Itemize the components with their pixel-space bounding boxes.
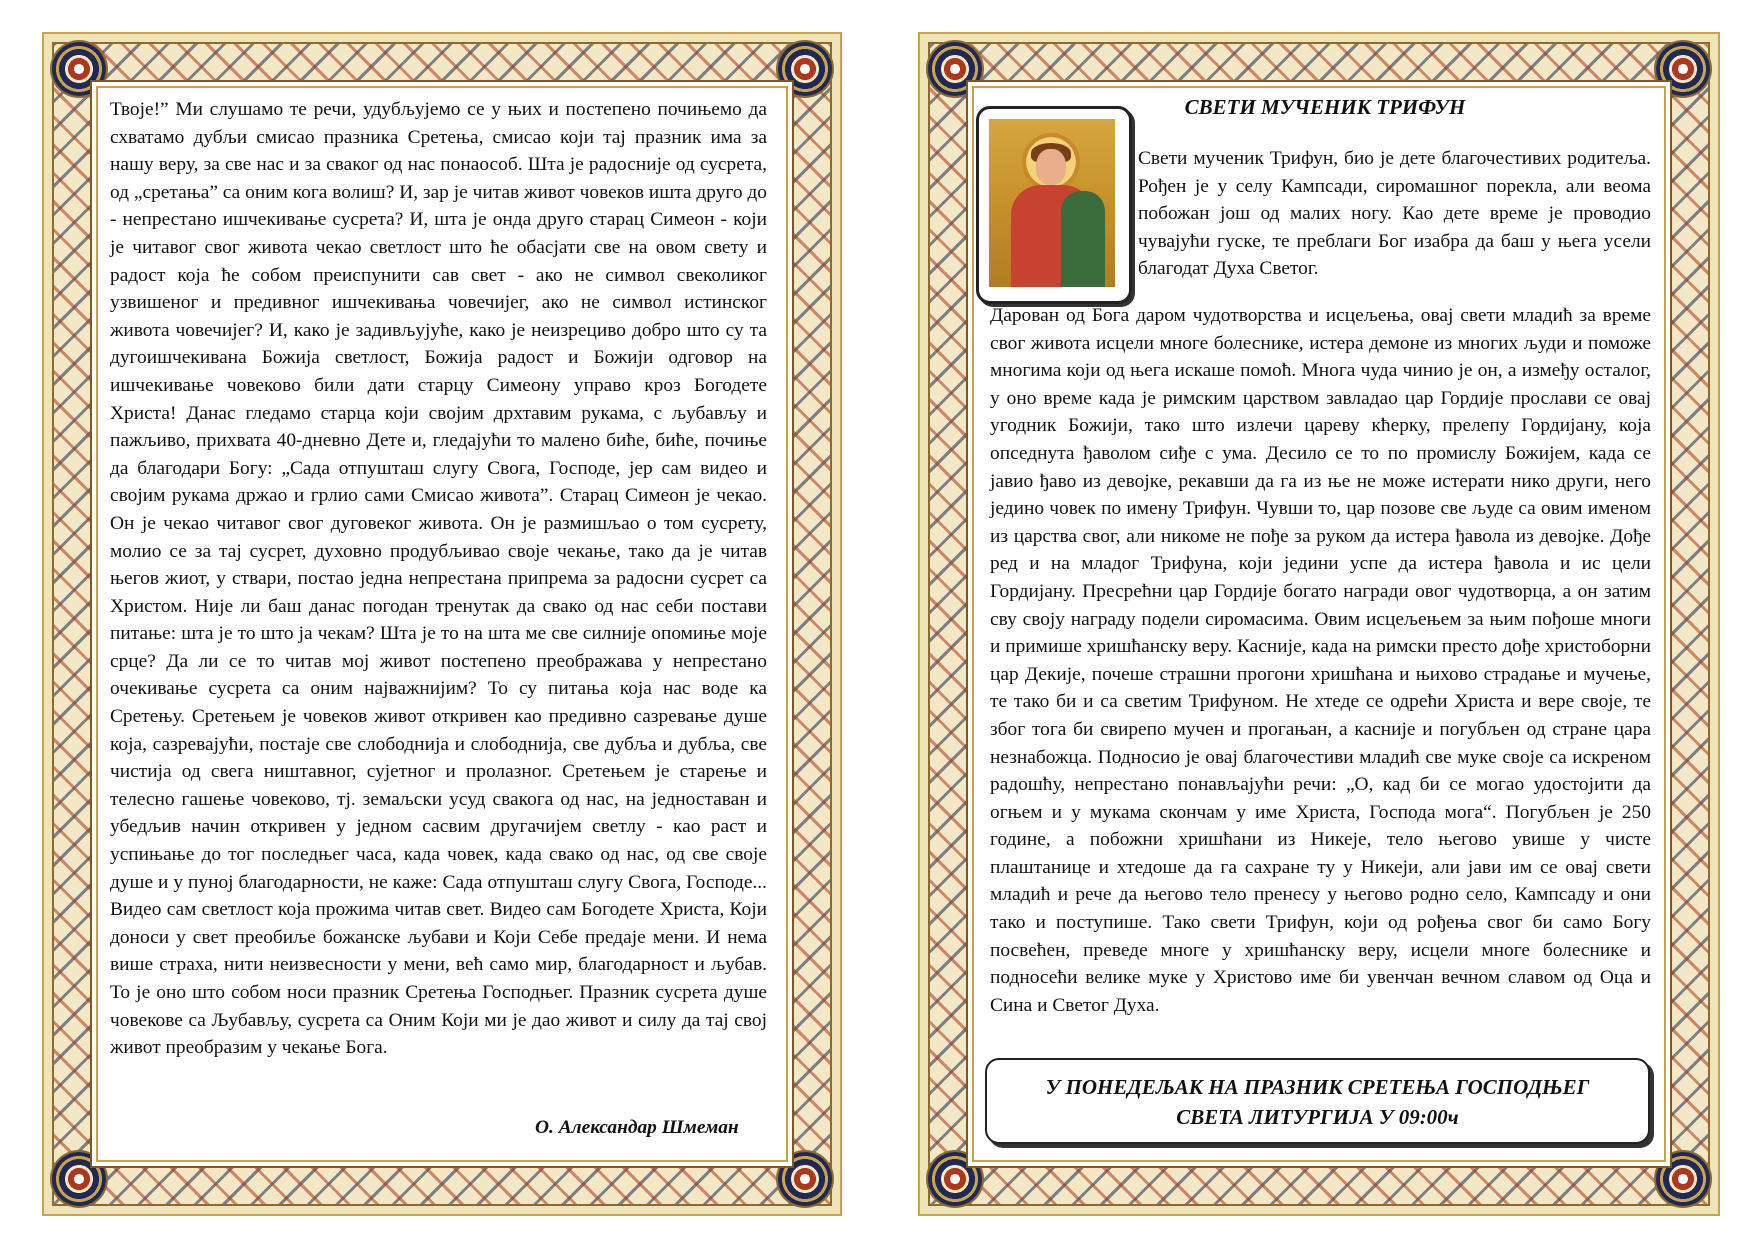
face-shape	[1036, 149, 1066, 185]
left-body-text: Твоје!” Ми слушамо те речи, удубљујемо се у њих и постепено почињемо да схватамо дубљи смисао празника Сретења, смисао који тај празник има за нашу веру, за све нас и за сваког од нас понаособ. Шта је радосније од сусрета, од „сретања” са оним кога волиш? И, зар је читав живот човеков ишта друго до - непрестано ишчекивање сусрета? И, шта је онда друго старац Симеон - који је читавог свог живота чекао светлост што ће обасјати све на овом свету и радост која ће собом преиспунити сав свет - ако не символ свеколиког узвишеног и предивног ишчекивања човечијег, ако не символ истинског живота човечијег? И, како је задивљујуће, како је неизрециво добро што су та дугоишчекивана Божија светлост, Божија радост и Божији одговор на ишчекивање човеково били дати старцу Симеону управо кроз Богодете Христа! Данас гледамо старца који својим дрхтавим рукама, с љубављу и пажљиво, прихвата 40-дневно Дете и, гледајући то малено биће, биће, почиње да благодари Богу: „Сада отпушташ слугу Свога, Господе, јер сам видео и својим рукама држао и грлио сами Смисао живота”. Старац Симеон је чекао. Он је чекао читавог свог дуговеког живота. Он је размишљао о том сусрету, молио се за тај сусрет, духовно продубљивао своје чекање, тако да је читав његов жиот, у ствари, постао једна непрестана припрема за радосни сусрет са Христом. Није ли баш данас погодан тренутак да свако од нас себи постави питање: шта је то што ја чекам? Шта је то на шта ме све силније опомиње моје срце? Да ли се то читав мој живот постепено преображава у непрестано очекивање сусрета са оним најважнијим? То су питања која нас воде ка Сретењу. Сретењем је човеков живот откривен као предивно сазревање душе која, сазревајући, постаје све слободнија и слободнија, све дубља и дубља, све чистија од свега ништавног, сујетног и пролазног. Сретењем је старење и телесно гашење човеково, тј. земаљски усуд свакога од нас, на једноставан и убедљив начин откривен у једном сасвим другачијем светлу - као раст и успињање до тог последњег часа, када човек, када свако од нас, од све своје душе и у пуној благодарности, не каже: Сада отпушташ слугу Свога, Господе... Видео сам светлост која прожима читав свет. Видео сам Богодете Христа, Који доноси у свет преобиље божанске љубави и Који Себе предаје мени. И нема више страха, нити неизвесности у мени, већ само мир, благодарност и љубав. То је оно што собом носи празник Сретења Господњег. Празник сусрета душе човекове са Љубављу, сусрета са Оним Који ми је дао живот и силу да тај свој живот преобразим у чекање Бога.	[110, 99, 767, 1059]
author-signature: О. Александар Шмеман	[535, 1117, 739, 1138]
announcement-line-1: У ПОНЕДЕЉАК НА ПРАЗНИК СРЕТЕЊА ГОСПОДЊЕГ	[1045, 1075, 1590, 1099]
right-body-text: Дарован од Бога даром чудотворства и исцељења, овај свети младић за време свог живота исцели многе болеснике, истера демоне из многих људи и поможе многима који од њега искаше помоћ. Многа чуда чинио је он, а између осталог, у оно време када је римским царством завладао цар Гордије прослави се овај угодник Божији, тако што излечи цареву кћерку, прелепу Гордијану, која опседнута ђаволом сиђе с ума. Десило се то по промислу Божијем, када се јавио ђаво из девојке, рекавши да га из ње не може истерати нико други, него једино човек по имену Трифун. Чувши то, цар позове све људе са овим именом из царства свог, али никоме не пође за руком да истера ђавола из девојке. Дође ред и на младог Трифуна, који једини успе да истера ђавола и ис цели Гордијану. Пресрећни цар Гордије богато награди овог чудотворца, а он затим сву своју награду подели сиромасима. Овим исцељењем за њим пођоше многи и примише хришћанску веру. Касније, када на римски престо дође христоборни цар Декије, почеше страшни прогони хришћана и њихово страдање и мучење, те тако би и са светим Трифуном. Не хтеде се одрећи Христа и вере своје, те због тога би свирепо мучен и прогањан, а касније и погубљен од стране цара незнабожца. Подносио је овај благочестиви младић све муке своје са искреном радошћу, непрестано понављајући речи: „О, кад би се могао удостојити да огњем и у мукама скончам у име Христа, Господа мога“. Погубљен је 250 године, а побожни хришћани из Никеје, тело његово увише у чисте плаштанице и хтедоше да га сахране ту у Никеји, али јави им се овај свети младић и рече да његово тело пренесу у његово родно село, Кампсаду и они тако и поступише. Тако свети Трифун, који од рођења свог би само Богу посвећен, преведе многе у хришћанску веру, исцели многе болеснике и подносећи велике муке у Христово име би увенчан вечном славом од Оца и Сина и Светог Духа.	[990, 305, 1651, 1016]
icon-painting	[989, 119, 1115, 287]
intro-text: Свети мученик Трифун, био је дете благочестивих родитеља. Рођен је у селу Кампсади, сиромашног порекла, али веома побожан још од малих ногу. Као дете време је проводио чувајући гуске, те преблаги Бог изабра да баш у њега усели благодат Духа Светог.	[1138, 148, 1651, 280]
liturgy-announcement	[985, 1058, 1650, 1144]
page-title: СВЕТИ МУЧЕНИК ТРИФУН	[1184, 95, 1466, 119]
cloak-shape	[1061, 191, 1105, 287]
announcement-line-2: СВЕТА ЛИТУРГИЈА У 09:00ч	[1176, 1105, 1459, 1129]
saint-icon-image	[976, 106, 1132, 304]
